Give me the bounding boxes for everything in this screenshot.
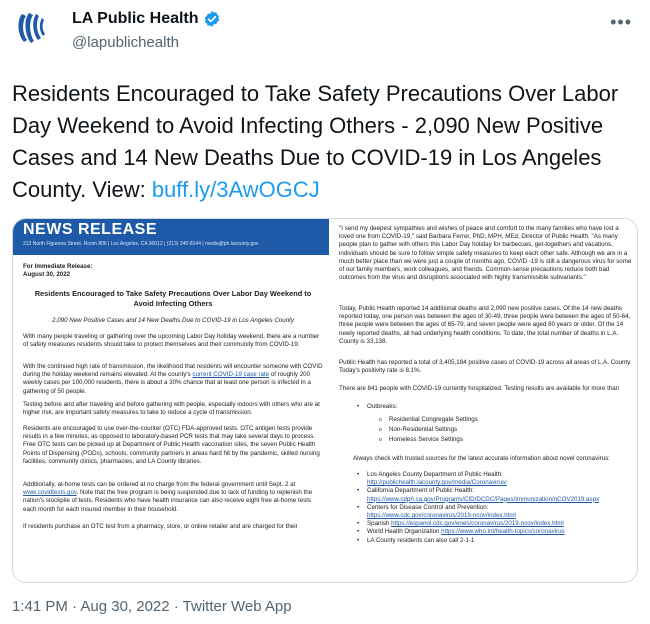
source-label: World Health Organization (367, 528, 442, 536)
release-label: For Immediate Release: (23, 263, 93, 270)
doc-paragraph-6: If residents purchase an OTC test from a pharmacy, store, or online retailer and are charged for their (23, 523, 298, 530)
doc-paragraph-3: Testing before and after traveling and before gathering with people, especially indoors with others who are at higher risk, are important safety measures to take to reduce a cycle of transmission. (23, 401, 320, 417)
doc-paragraph-1: With many people traveling or gathering over the upcoming Labor Day holiday weekend, there are a number of safety measures residents should take to protect themselves and their community from COVID-19. (23, 333, 320, 349)
case-rate-link[interactable]: current COVID-19 case rate (192, 371, 270, 379)
tweet-timestamp[interactable]: 1:41 PM · Aug 30, 2022 · Twitter Web App (12, 598, 292, 615)
doc-deaths-paragraph: Today, Public Health reported 14 additional deaths and 2,090 new positive cases. Of the 14 new deaths reported today, one person was between the ages of 30-49, three people were between the ages of 50-64, three people were between the ages of 65-79, and seven people were aged 80 years or older. Of the 14 newly reported deaths, all had underlying health conditions. To date, the total number of deaths in L.A. County is 33,138. (339, 305, 631, 345)
outbreaks-sublist (379, 415, 619, 445)
source-label: Los Angeles County Department of Public Health: (367, 471, 503, 478)
source-link[interactable]: https://www.cdph.ca.gov/Programs/CID/DCDC/Pages/Immunization/nCOV2019.aspx (367, 495, 600, 503)
source-item (357, 504, 635, 520)
p5-text-a: Additionally, at-home tests can be ordered at no charge from the federal government until Sept. 2 at (23, 481, 296, 488)
la-public-health-logo-icon[interactable] (8, 4, 56, 52)
p2-text-a: With the continued high rate of transmission, the likelihood that residents will encounter someone with COVID during the holiday weekend remains elevated. At the county's (23, 363, 323, 379)
trusted-sources-line: Always check with trusted sources for the latest accurate information about novel coronavirus: (353, 455, 610, 462)
tweet-link[interactable]: buff.ly/3AwOGCJ (151, 177, 320, 202)
source-label: LA County residents can also call 2-1-1 (367, 536, 475, 544)
source-link[interactable]: https://www.who.int/health-topics/coronavirus (441, 528, 565, 536)
source-item (357, 520, 635, 528)
doc-paragraph-2 (23, 363, 323, 396)
source-item (357, 487, 635, 503)
sources-list (357, 471, 635, 545)
source-link[interactable]: https://espanol.cdc.gov/enes/coronavirus/2019-ncov/index.html (391, 520, 564, 528)
covidtests-link[interactable]: www.covidtests.gov (23, 489, 77, 497)
outbreaks-list (357, 403, 627, 411)
doc-right-column (335, 219, 638, 583)
source-label: Centers for Disease Control and Prevention: (367, 503, 489, 511)
more-options-icon[interactable]: ••• (610, 12, 632, 32)
verified-badge-icon (203, 10, 221, 28)
banner-address: 313 North Figueroa Street, Room 806 | Los Angeles, CA 90012 | (213) 240-8144 | media@ph.lacounty.gov (23, 241, 259, 247)
doc-cases-paragraph: Public Health has reported a total of 3,405,184 positive cases of COVID-19 across all areas of L.A. County. Today's positivity rate is 8.1%. (339, 359, 632, 375)
banner-title: NEWS RELEASE (23, 221, 158, 238)
p2-text-b: of roughly 200 weekly cases per 100,000 residents, there is about a 30% chance that at least one person is infected in a gathering of 50 people. (23, 371, 311, 395)
p5-text-b: . Note that the free program is being suspended due to lack of funding to replenish the nation's stockpile of tests. Residents who have health insurance can also receive eight free at-home tests each month for each insured member in their household. (23, 489, 313, 513)
source-item (357, 537, 635, 545)
news-release-banner (13, 219, 329, 255)
release-date: August 30, 2022 (23, 271, 71, 278)
outbreak-item: o Non-Residential Settings (379, 425, 619, 435)
outbreak-item: o Residential Congregate Settings (379, 415, 619, 425)
name-row (72, 10, 221, 28)
tweet-text (12, 78, 642, 206)
outbreak-item: o Homeless Service Settings (379, 435, 619, 445)
doc-subhead: 2,090 New Positive Cases and 14 New Deaths Due to COVID-19 in Los Angeles County (52, 317, 294, 324)
source-link[interactable]: http://publichealth.lacounty.gov/media/Coronavirus/ (367, 479, 507, 487)
doc-paragraph-4: Residents are encouraged to use over-the-counter (OTC) FDA-approved tests. OTC antigen tests provide results in a few minutes, as opposed to laboratory-based PCR tests that may take several days to process. Free OTC tests can be picked up at Department of Public Health vaccination sites, the seven Public Health Points of Dispensing (PODs), schools, community partners in areas hard hit by the pandemic, skilled nursing facilities, community clinics, pharmacies, and LA County libraries. (23, 425, 320, 465)
source-label: California Department of Public Health: (367, 487, 474, 495)
tweet-header (0, 0, 650, 70)
doc-headline: Residents Encouraged to Take Safety Precautions Over Labor Day Weekend to Avoid Infecting Others (34, 289, 312, 308)
display-name[interactable]: LA Public Health (72, 10, 199, 27)
source-item (357, 528, 635, 536)
source-label: Spanish (367, 520, 392, 528)
outbreaks-label: • Outbreaks: (357, 403, 627, 411)
tweet-image[interactable] (12, 218, 638, 583)
source-item (357, 471, 635, 487)
doc-quote: "I send my deepest sympathies and wishes of peace and comfort to the many families who have lost a loved one from COVID-19," said Barbara Ferrer, PhD, MPH, MEd, Director of Public Health. "As many people plan to gather with others this Labor Day holiday for barbecues, get-togethers and vacations, individuals should be sure to follow simple safety measures to keep each other safe. Although we are in a much better place than we were just a couple of months ago, COVID -19 is still a dangerous virus for some of our family members, work colleagues, and friends. Common-sense precautions reduce both bad outcomes from the virus and disruptions associated with highly transmissible subvariants." (339, 225, 632, 282)
doc-paragraph-5 (23, 481, 323, 514)
tweet-body: Residents Encouraged to Take Safety Precautions Over Labor Day Weekend to Avoid Infecting Others - 2,090 New Positive Cases and 14 New Deaths Due to COVID-19 in Los Angeles County. View: (12, 81, 619, 202)
source-link[interactable]: https://www.cdc.gov/coronavirus/2019-ncov/index.html (367, 512, 516, 520)
doc-left-column (13, 219, 329, 583)
doc-hospital-paragraph: There are 841 people with COVID-19 currently hospitalized. Testing results are available for more than (339, 385, 620, 392)
account-handle[interactable]: @lapublichealth (72, 34, 179, 51)
